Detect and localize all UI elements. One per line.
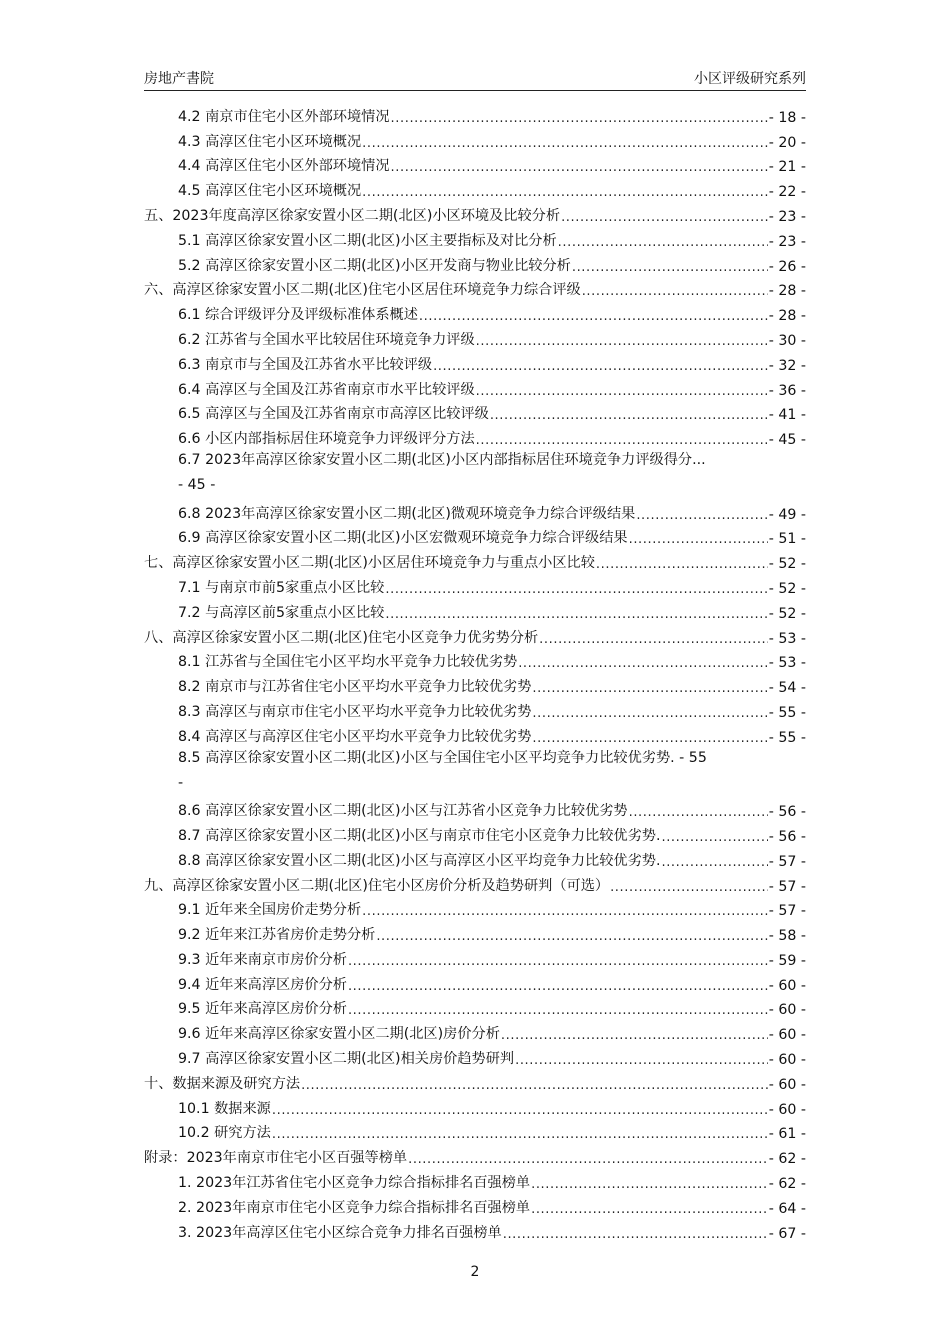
toc-leader-dots [503, 1227, 768, 1242]
toc-entry-title: 9.5 近年来高淳区房价分析 [178, 1001, 347, 1018]
toc-entry-page: - 52 - [768, 556, 806, 573]
toc-entry-title: 5.2 高淳区徐家安置小区二期(北区)小区开发商与物业比较分析 [178, 257, 571, 274]
toc-leader-dots [531, 1177, 768, 1192]
toc-entry-title: 8.6 高淳区徐家安置小区二期(北区)小区与江苏省小区竞争力比较优劣势 [178, 803, 628, 820]
toc-entry[interactable] [144, 349, 806, 374]
toc-leader-dots [362, 185, 768, 200]
toc-entry[interactable] [144, 1217, 806, 1242]
toc-entry[interactable] [144, 696, 806, 721]
toc-entry-page: - 55 - [768, 704, 806, 721]
toc-leader-dots [532, 731, 767, 746]
toc-leader-dots [348, 1003, 768, 1018]
toc-leader-dots [501, 1028, 768, 1043]
toc-leader-dots [661, 855, 767, 870]
toc-leader-dots [661, 830, 767, 845]
toc-entry[interactable] [144, 969, 806, 994]
toc-leader-dots [272, 1103, 768, 1118]
toc-entry-title: 8.1 江苏省与全国住宅小区平均水平竞争力比较优劣势 [178, 654, 518, 671]
toc-entry-page: - 18 - [768, 109, 806, 126]
toc-entry[interactable] [144, 374, 806, 399]
toc-entry[interactable] [144, 126, 806, 151]
toc-leader-dots [391, 160, 768, 175]
toc-entry[interactable] [144, 200, 806, 225]
toc-entry-page: - 58 - [768, 928, 806, 945]
toc-entry-title: 6.8 2023年高淳区徐家安置小区二期(北区)微观环境竞争力综合评级结果 [178, 505, 636, 522]
toc-entry-page: - 61 - [768, 1126, 806, 1143]
toc-entry[interactable] [144, 622, 806, 647]
toc-entry-title: 4.4 高淳区住宅小区外部环境情况 [178, 158, 390, 175]
toc-entry[interactable] [144, 1192, 806, 1217]
toc-entry[interactable] [144, 870, 806, 895]
toc-entry-title: 6.2 江苏省与全国水平比较居住环境竞争力评级 [178, 331, 475, 348]
toc-entry-page: - 62 - [768, 1176, 806, 1193]
toc-entry-page: - 22 - [768, 184, 806, 201]
toc-entry[interactable] [144, 845, 806, 870]
toc-entry-page: - 56 - [768, 804, 806, 821]
toc-entry[interactable] [144, 597, 806, 622]
toc-entry-page: - 55 - [768, 729, 806, 746]
toc-entry-title: 6.4 高淳区与全国及江苏省南京市水平比较评级 [178, 381, 475, 398]
toc-entry-page: - 60 - [768, 1076, 806, 1093]
toc-entry-page: - 45 - [768, 432, 806, 449]
toc-entry-page: - 60 - [768, 1101, 806, 1118]
toc-entry-page: - 54 - [768, 680, 806, 697]
toc-entry-title: 9.2 近年来江苏省房价走势分析 [178, 927, 376, 944]
table-of-contents [144, 101, 806, 1242]
toc-entry-title: 6.5 高淳区与全国及江苏省南京市高淳区比较评级 [178, 406, 489, 423]
toc-entry[interactable] [144, 523, 806, 548]
toc-entry[interactable] [144, 919, 806, 944]
toc-leader-dots [636, 508, 767, 523]
toc-entry-page: - 53 - [768, 655, 806, 672]
toc-entry[interactable] [144, 1167, 806, 1192]
toc-entry[interactable] [144, 448, 806, 498]
toc-leader-dots [572, 260, 768, 275]
toc-entry-page: - 67 - [768, 1225, 806, 1242]
toc-entry-title: 9.7 高淳区徐家安置小区二期(北区)相关房价趋势研判 [178, 1051, 515, 1068]
toc-entry[interactable] [144, 994, 806, 1019]
toc-entry[interactable] [144, 1118, 806, 1143]
toc-entry[interactable] [144, 299, 806, 324]
toc-entry-title: 八、高淳区徐家安置小区二期(北区)住宅小区竞争力优劣势分析 [144, 629, 539, 646]
toc-entry[interactable] [144, 324, 806, 349]
toc-entry[interactable] [144, 1093, 806, 1118]
toc-entry[interactable] [144, 746, 806, 796]
toc-entry[interactable] [144, 1043, 806, 1068]
toc-entry[interactable] [144, 547, 806, 572]
toc-entry[interactable] [144, 423, 806, 448]
toc-leader-dots [610, 880, 768, 895]
toc-entry-page: - 57 - [768, 878, 806, 895]
toc-entry-page: - 23 - [768, 208, 806, 225]
toc-leader-dots [476, 433, 768, 448]
toc-leader-dots [419, 309, 768, 324]
toc-entry-title: 9.6 近年来高淳区徐家安置小区二期(北区)房价分析 [178, 1026, 500, 1043]
toc-entry-page: - 28 - [768, 308, 806, 325]
toc-entry-page: - 52 - [768, 605, 806, 622]
page-header [144, 68, 806, 91]
toc-entry-page: - 57 - [768, 903, 806, 920]
toc-entry[interactable] [144, 399, 806, 424]
toc-entry[interactable] [144, 895, 806, 920]
toc-leader-dots [539, 632, 768, 647]
toc-entry-page: - 62 - [768, 1151, 806, 1168]
toc-entry-title: 4.3 高淳区住宅小区环境概况 [178, 133, 362, 150]
toc-entry-title: 4.2 南京市住宅小区外部环境情况 [178, 108, 390, 125]
toc-entry-title: 8.2 南京市与江苏省住宅小区平均水平竞争力比较优劣势 [178, 679, 532, 696]
toc-leader-dots [532, 706, 767, 721]
toc-entry[interactable] [144, 572, 806, 597]
toc-leader-dots [490, 408, 768, 423]
toc-leader-dots [532, 681, 767, 696]
toc-entry-page: - 30 - [768, 332, 806, 349]
toc-entry[interactable] [144, 250, 806, 275]
toc-leader-dots [515, 1053, 768, 1068]
toc-entry-title: 6.7 2023年高淳区徐家安置小区二期(北区)小区内部指标居住环境竞争力评级得分... [178, 452, 706, 469]
toc-entry-title: 7.1 与南京市前5家重点小区比较 [178, 579, 385, 596]
toc-entry-page: - 51 - [768, 531, 806, 548]
toc-entry-page: - 45 - [178, 476, 216, 493]
toc-entry[interactable] [144, 944, 806, 969]
toc-entry-title: 六、高淳区徐家安置小区二期(北区)住宅小区居住环境竞争力综合评级 [144, 282, 581, 299]
header-right-title: 小区评级研究系列 [694, 71, 806, 87]
toc-entry-page: - 60 - [768, 1002, 806, 1019]
toc-entry-title: 6.6 小区内部指标居住环境竞争力评级评分方法 [178, 431, 475, 448]
toc-entry-title: 4.5 高淳区住宅小区环境概况 [178, 183, 362, 200]
toc-leader-dots [408, 1152, 768, 1167]
toc-entry-page: - 64 - [768, 1200, 806, 1217]
toc-entry[interactable] [144, 275, 806, 300]
toc-entry-title: 8.3 高淳区与南京市住宅小区平均水平竞争力比较优劣势 [178, 703, 532, 720]
toc-leader-dots [558, 235, 768, 250]
toc-entry[interactable] [144, 175, 806, 200]
toc-leader-dots [391, 111, 768, 126]
toc-entry-page: - 60 - [768, 977, 806, 994]
toc-entry[interactable] [144, 498, 806, 523]
toc-entry[interactable] [144, 820, 806, 845]
toc-entry[interactable] [144, 1018, 806, 1043]
toc-entry-title: 九、高淳区徐家安置小区二期(北区)住宅小区房价分析及趋势研判（可选） [144, 877, 610, 894]
toc-leader-dots [348, 979, 768, 994]
toc-entry[interactable] [144, 101, 806, 126]
toc-entry-title: 七、高淳区徐家安置小区二期(北区)小区居住环境竞争力与重点小区比较 [144, 555, 595, 572]
toc-entry-title: 8.5 高淳区徐家安置小区二期(北区)小区与全国住宅小区平均竞争力比较优劣势. - 55 [178, 749, 707, 766]
toc-entry-title: 10.1 数据来源 [178, 1100, 271, 1117]
toc-leader-dots [518, 656, 767, 671]
toc-leader-dots [433, 359, 768, 374]
toc-entry-title: 2. 2023年南京市住宅小区竞争力综合指标排名百强榜单 [178, 1199, 531, 1216]
header-left-title: 房地产書院 [144, 71, 214, 87]
toc-entry-page: - 21 - [768, 159, 806, 176]
toc-entry-page: - [178, 774, 184, 791]
toc-entry-title: 6.3 南京市与全国及江苏省水平比较评级 [178, 356, 433, 373]
toc-entry-page: - 41 - [768, 407, 806, 424]
toc-entry[interactable] [144, 647, 806, 672]
toc-leader-dots [531, 1202, 768, 1217]
toc-entry-page: - 26 - [768, 258, 806, 275]
toc-entry[interactable] [144, 225, 806, 250]
toc-entry[interactable] [144, 671, 806, 696]
toc-entry-title: 附录：2023年南京市住宅小区百强等榜单 [144, 1150, 408, 1167]
toc-entry-page: - 60 - [768, 1052, 806, 1069]
toc-leader-dots [376, 929, 767, 944]
toc-entry-title: 1. 2023年江苏省住宅小区竞争力综合指标排名百强榜单 [178, 1175, 531, 1192]
toc-entry-page: - 36 - [768, 382, 806, 399]
toc-entry-title: 8.8 高淳区徐家安置小区二期(北区)小区与高淳区小区平均竞争力比较优劣势. [178, 852, 661, 869]
toc-entry-title: 7.2 与高淳区前5家重点小区比较 [178, 604, 385, 621]
toc-leader-dots [561, 210, 768, 225]
toc-leader-dots [596, 557, 768, 572]
toc-leader-dots [385, 582, 767, 597]
toc-entry-page: - 28 - [768, 283, 806, 300]
toc-leader-dots [301, 1078, 768, 1093]
toc-entry-title: 6.1 综合评级评分及评级标准体系概述 [178, 307, 418, 324]
toc-entry-title: 9.3 近年来南京市房价分析 [178, 951, 347, 968]
toc-entry-title: 8.4 高淳区与高淳区住宅小区平均水平竞争力比较优劣势 [178, 728, 532, 745]
toc-leader-dots [348, 954, 768, 969]
toc-leader-dots [272, 1127, 768, 1142]
toc-entry-title: 10.2 研究方法 [178, 1125, 271, 1142]
toc-entry[interactable] [144, 795, 806, 820]
toc-leader-dots [362, 904, 768, 919]
toc-leader-dots [385, 607, 767, 622]
toc-entry-page: - 49 - [768, 506, 806, 523]
toc-entry-page: - 57 - [768, 853, 806, 870]
toc-entry-page: - 52 - [768, 580, 806, 597]
toc-entry[interactable] [144, 151, 806, 176]
toc-entry-page: - 53 - [768, 630, 806, 647]
toc-leader-dots [476, 384, 768, 399]
toc-entry-title: 8.7 高淳区徐家安置小区二期(北区)小区与南京市住宅小区竞争力比较优劣势. [178, 827, 661, 844]
toc-entry-page: - 59 - [768, 952, 806, 969]
toc-entry-title: 6.9 高淳区徐家安置小区二期(北区)小区宏微观环境竞争力综合评级结果 [178, 530, 628, 547]
toc-entry-page: - 60 - [768, 1027, 806, 1044]
toc-entry-page: - 23 - [768, 233, 806, 250]
toc-entry-title: 3. 2023年高淳区住宅小区综合竞争力排名百强榜单 [178, 1224, 502, 1241]
toc-leader-dots [582, 284, 768, 299]
toc-entry-page: - 56 - [768, 828, 806, 845]
toc-entry-page: - 32 - [768, 357, 806, 374]
toc-leader-dots [629, 805, 768, 820]
toc-entry[interactable] [144, 1068, 806, 1093]
toc-entry-title: 十、数据来源及研究方法 [144, 1075, 301, 1092]
page-number: 2 [470, 1264, 480, 1280]
toc-entry-title: 9.4 近年来高淳区房价分析 [178, 976, 347, 993]
toc-entry-title: 9.1 近年来全国房价走势分析 [178, 902, 362, 919]
toc-entry[interactable] [144, 721, 806, 746]
toc-leader-dots [362, 136, 768, 151]
toc-entry-title: 五、2023年度高淳区徐家安置小区二期(北区)小区环境及比较分析 [144, 207, 561, 224]
toc-entry[interactable] [144, 1142, 806, 1167]
toc-leader-dots [476, 334, 768, 349]
toc-entry-page: - 20 - [768, 134, 806, 151]
toc-entry-title: 5.1 高淳区徐家安置小区二期(北区)小区主要指标及对比分析 [178, 232, 557, 249]
toc-leader-dots [629, 532, 768, 547]
